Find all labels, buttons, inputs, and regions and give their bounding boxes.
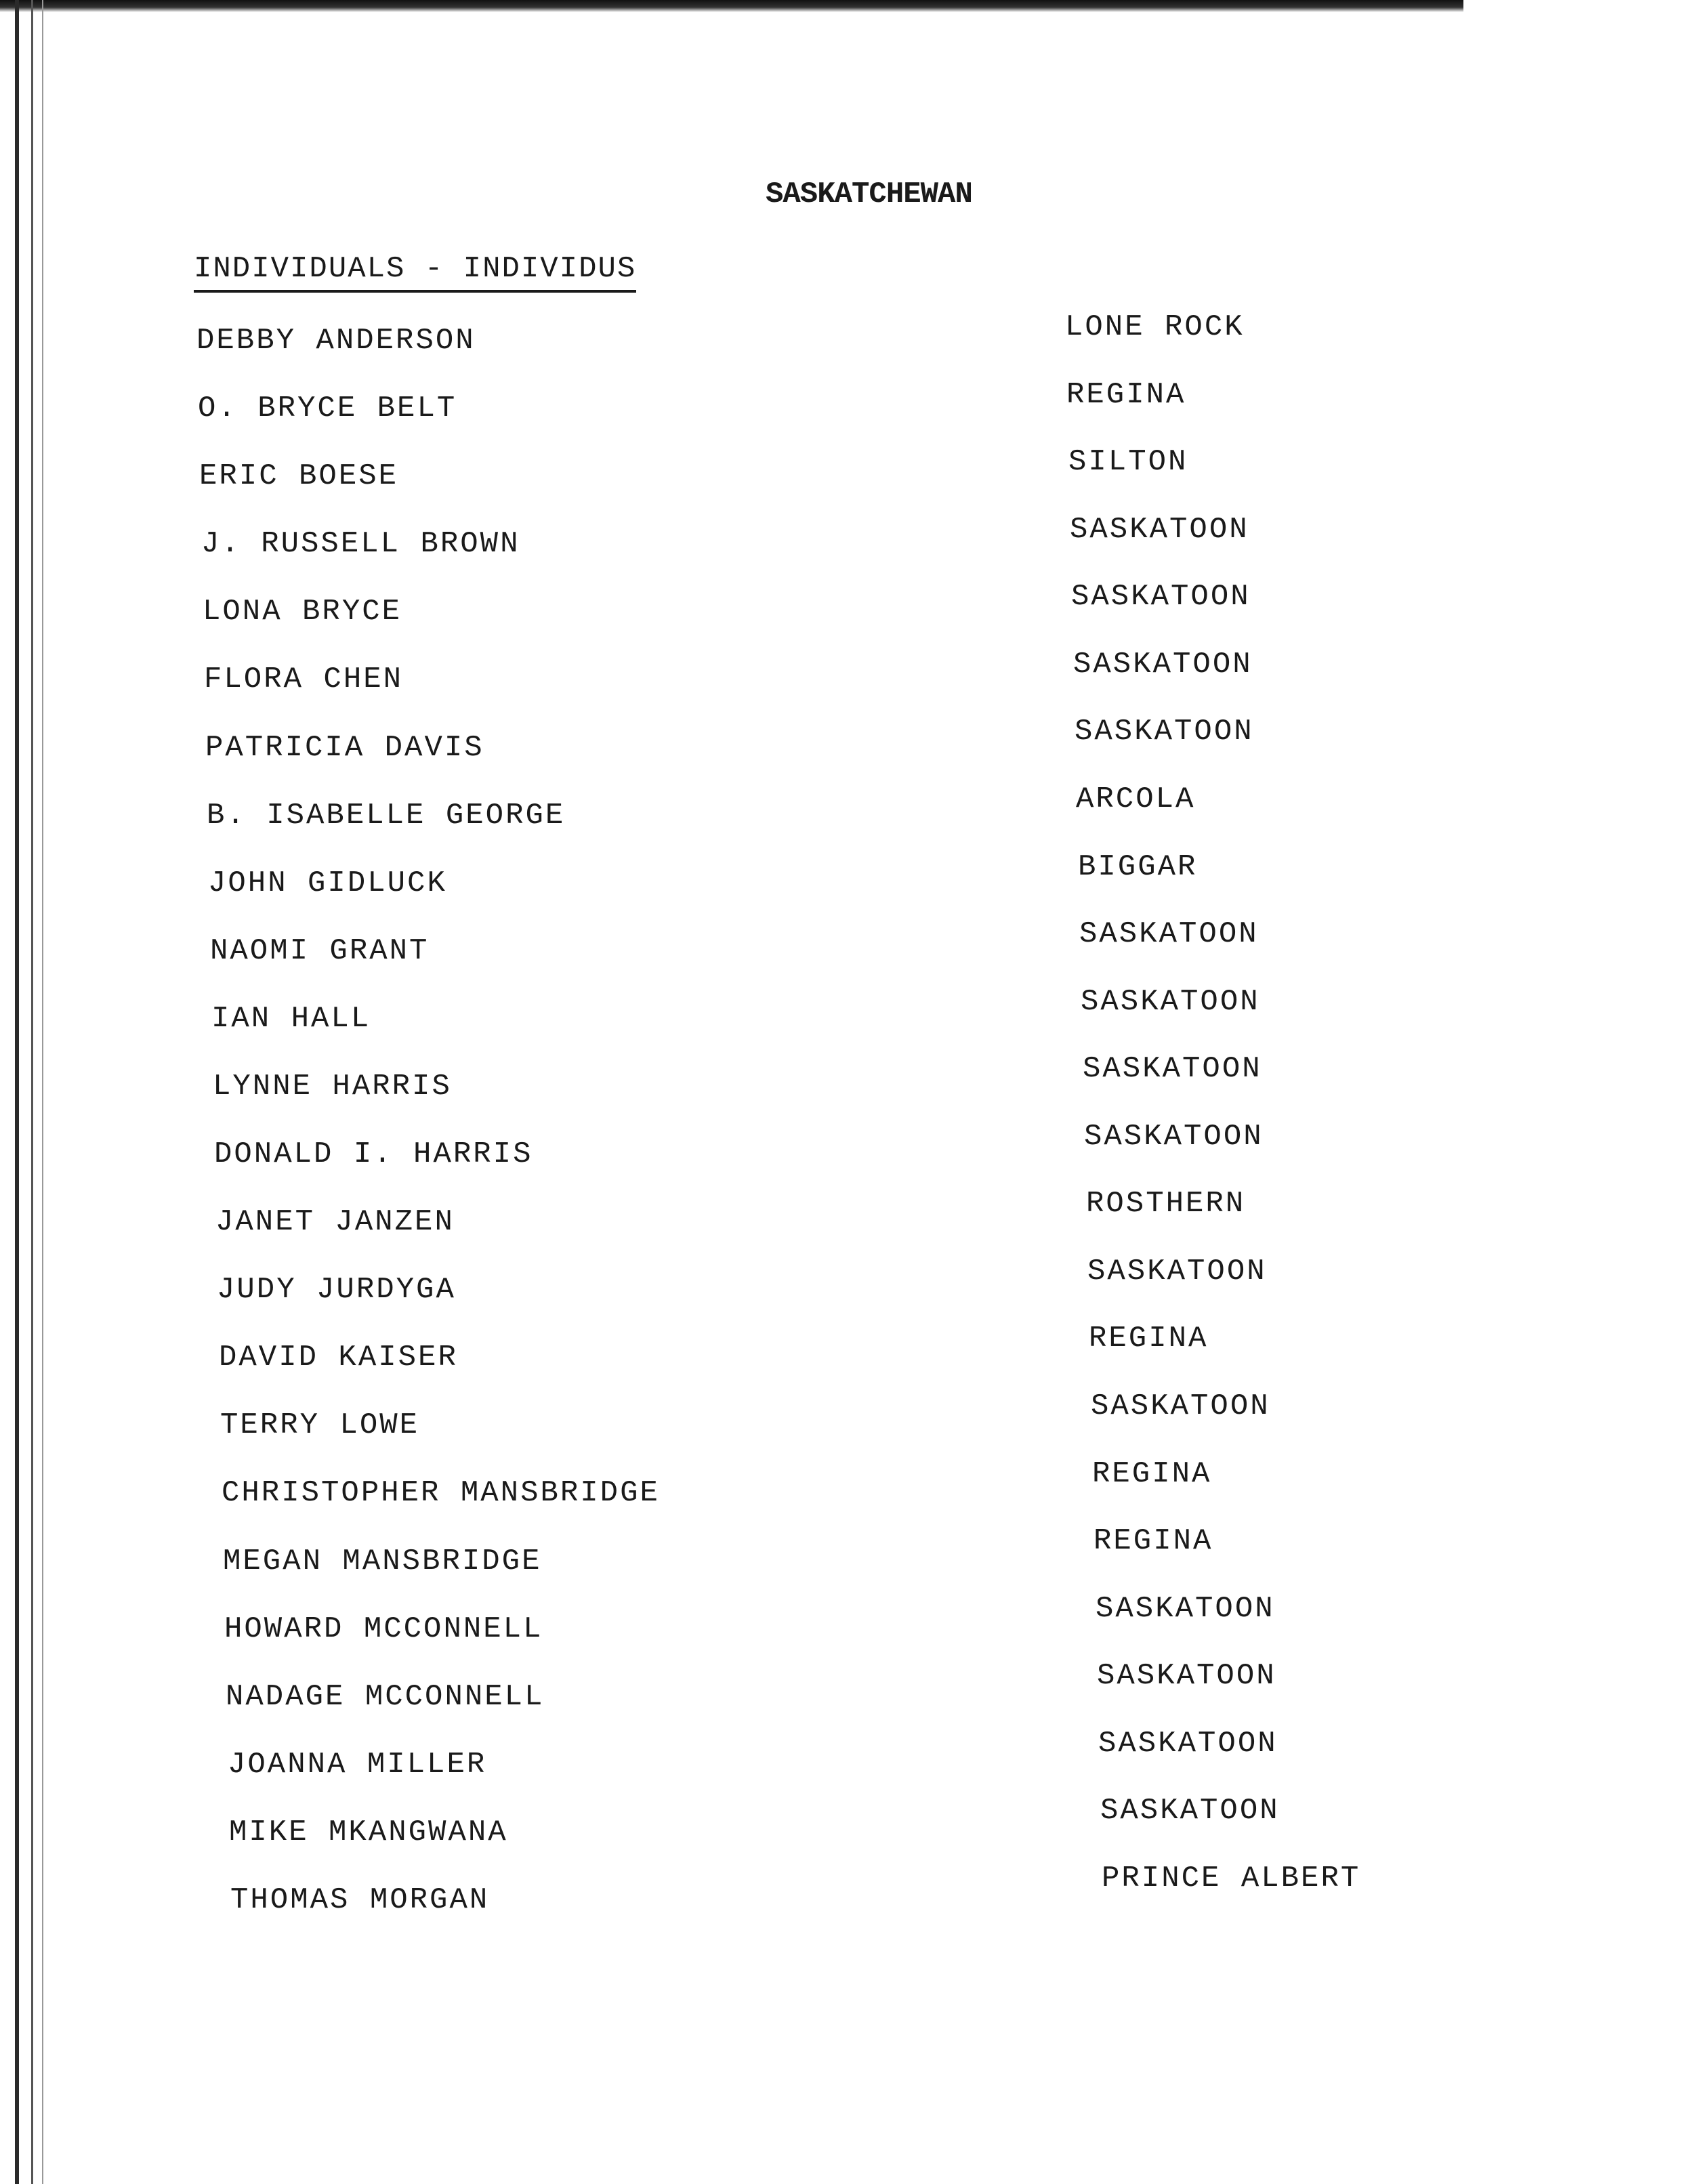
- entry-city: BIGGAR: [1078, 850, 1198, 884]
- entry-name: FLORA CHEN: [204, 663, 404, 696]
- entry-name: PATRICIA DAVIS: [205, 731, 484, 765]
- section-heading: INDIVIDUALS - INDIVIDUS: [194, 252, 636, 293]
- entry-city: SASKATOON: [1096, 1592, 1275, 1626]
- entry-city: SILTON: [1068, 445, 1188, 479]
- entry-city: SASKATOON: [1097, 1659, 1276, 1693]
- entry-city: REGINA: [1093, 1524, 1213, 1558]
- entry-name: LONA BRYCE: [203, 595, 402, 629]
- entry-name: J. RUSSELL BROWN: [201, 527, 520, 561]
- entry-name: NAOMI GRANT: [210, 934, 430, 968]
- entry-name: DONALD I. HARRIS: [214, 1137, 533, 1171]
- entry-name: JUDY JURDYGA: [217, 1273, 456, 1307]
- entry-city: SASKATOON: [1071, 580, 1251, 614]
- entry-name: MIKE MKANGWANA: [229, 1815, 508, 1849]
- entry-name: B. ISABELLE GEORGE: [207, 799, 566, 833]
- entry-city: SASKATOON: [1091, 1389, 1270, 1423]
- entry-name: JANET JANZEN: [215, 1205, 455, 1239]
- entry-name: MEGAN MANSBRIDGE: [223, 1545, 542, 1578]
- page-title: SASKATCHEWAN: [766, 177, 972, 211]
- entry-city: PRINCE ALBERT: [1102, 1862, 1361, 1895]
- entry-city: REGINA: [1089, 1322, 1209, 1356]
- entry-city: SASKATOON: [1075, 715, 1254, 749]
- entry-name: NADAGE MCCONNELL: [226, 1680, 545, 1714]
- entry-name: TERRY LOWE: [220, 1408, 420, 1442]
- entry-name: DAVID KAISER: [219, 1341, 458, 1374]
- entry-name: THOMAS MORGAN: [230, 1883, 490, 1917]
- entry-city: ARCOLA: [1076, 782, 1196, 816]
- entry-name: CHRISTOPHER MANSBRIDGE: [222, 1476, 660, 1510]
- entry-name: JOANNA MILLER: [228, 1748, 487, 1782]
- entry-name: DEBBY ANDERSON: [196, 324, 476, 358]
- entry-city: SASKATOON: [1081, 985, 1260, 1019]
- entry-city: ROSTHERN: [1086, 1187, 1246, 1221]
- entry-city: LONE ROCK: [1065, 310, 1245, 344]
- entry-city: SASKATOON: [1070, 513, 1249, 547]
- entry-city: REGINA: [1092, 1457, 1212, 1491]
- entry-city: REGINA: [1066, 378, 1186, 412]
- entry-city: SASKATOON: [1098, 1727, 1278, 1761]
- entry-city: SASKATOON: [1079, 917, 1259, 951]
- entry-city: SASKATOON: [1084, 1120, 1264, 1154]
- entry-city: SASKATOON: [1100, 1794, 1280, 1828]
- entry-name: ERIC BOESE: [199, 459, 399, 493]
- entry-city: SASKATOON: [1083, 1052, 1262, 1086]
- entry-city: SASKATOON: [1087, 1255, 1267, 1288]
- entry-name: LYNNE HARRIS: [213, 1070, 452, 1104]
- entry-name: IAN HALL: [211, 1002, 371, 1036]
- entry-name: HOWARD MCCONNELL: [224, 1612, 543, 1646]
- entry-name: JOHN GIDLUCK: [208, 866, 447, 900]
- entry-name: O. BRYCE BELT: [198, 392, 457, 425]
- entry-city: SASKATOON: [1073, 648, 1253, 681]
